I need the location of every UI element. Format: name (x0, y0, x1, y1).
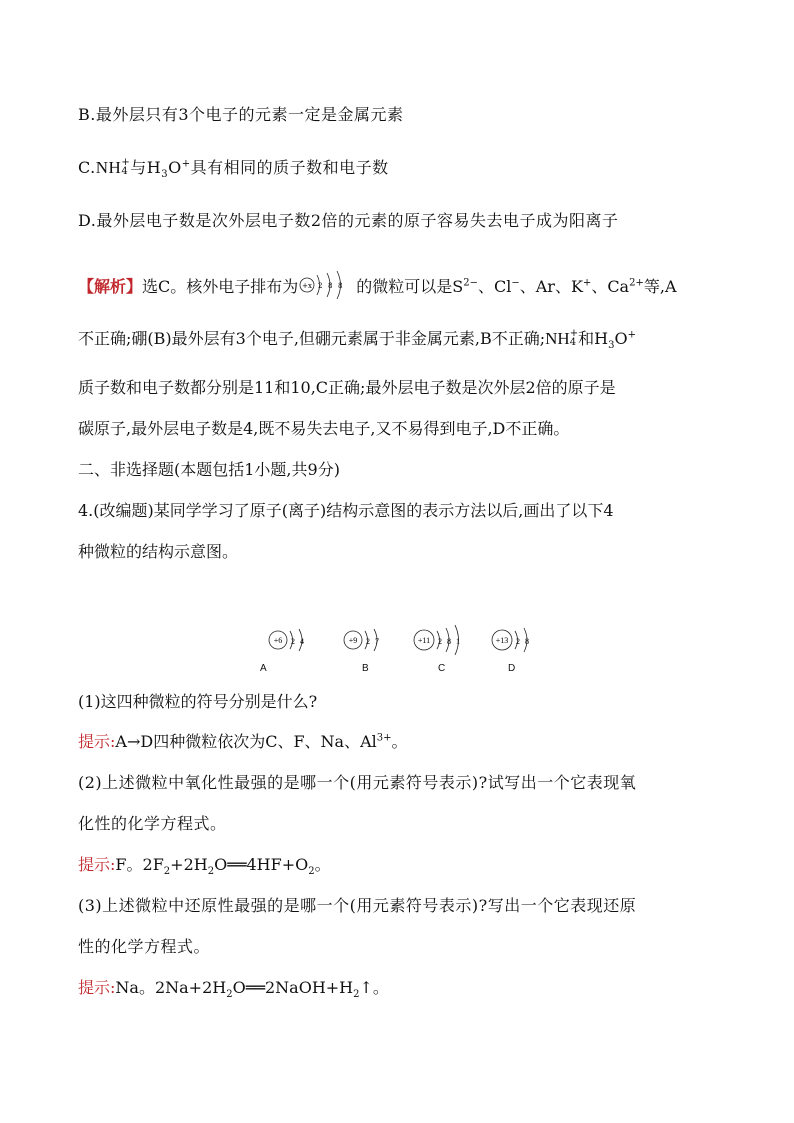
analysis-line-4: 碳原子,最外层电子数是4,既不易失去电子,又不易得到电子,D不正确。 (78, 419, 570, 438)
h3o-subscript: 3 (161, 169, 169, 181)
option-c-prefix: C. (78, 158, 96, 177)
analysis-text: 等,A (643, 277, 677, 296)
analysis-text: 、Ar、K (519, 277, 583, 296)
s-charge: 2− (463, 277, 478, 289)
equation-subscript: 2 (308, 866, 315, 878)
answer-3 (78, 977, 389, 999)
answer-1-end: 。 (391, 732, 408, 751)
cl-charge: − (511, 277, 520, 289)
question-2-line-1: (2)上述微粒中氧化性最强的是哪一个(用元素符号表示)?试写出一个它表现氧 (78, 773, 637, 792)
diagram-a-shell-2: 4 (300, 637, 304, 646)
analysis-line-3: 质子数和电子数都分别是11和10,C正确;最外层电子数是次外层2倍的原子是 (78, 378, 616, 397)
diagram-c-nucleus: +11 (417, 636, 431, 645)
option-d: D.最外层电子数是次外层电子数2倍的元素的原子容易失去电子成为阳离子 (78, 211, 619, 230)
option-c-suffix: 具有相同的质子数和电子数 (190, 158, 389, 177)
diagram-c-shell-2: 8 (447, 637, 451, 646)
diagram-c (414, 625, 460, 655)
equation-part: +2H (170, 855, 208, 874)
diagram-b-shell-2: 7 (375, 637, 379, 646)
nh4-formula: NH (95, 158, 122, 177)
h3o-o: O (168, 158, 182, 177)
al-charge: 3+ (376, 732, 392, 744)
h3o-charge: + (627, 329, 636, 341)
question-4-line-1: 4.(改编题)某同学学习了原子(离子)结构示意图的表示方法以后,画出了以下4 (78, 501, 614, 520)
analysis-tag: 【解析】 (78, 277, 143, 296)
ca-charge: 2+ (629, 277, 644, 289)
nh4-subscript: 4 (569, 336, 577, 348)
equation-subscript: 2 (226, 989, 233, 1001)
section-heading: 二、非选择题(本题包括1小题,共9分) (78, 460, 340, 479)
equals-sign: ══ (245, 978, 265, 997)
diagram-d-nucleus: +13 (495, 636, 509, 645)
nh4-charge: + (569, 327, 579, 339)
equation-end: ↑。 (359, 978, 389, 997)
equation-part: F。2F (115, 855, 164, 874)
inline-shell-1: 2 (318, 281, 323, 290)
analysis-text: 的微粒可以是S (356, 277, 464, 296)
structure-diagrams-svg (262, 620, 542, 660)
option-c (78, 157, 389, 179)
nh4-subscript: 4 (121, 165, 129, 177)
diagram-a (269, 629, 304, 651)
question-3-line-1: (3)上述微粒中还原性最强的是哪一个(用元素符号表示)?写出一个它表现还原 (78, 896, 637, 915)
inline-shell-3: 8 (338, 281, 343, 290)
equation-end: 。 (314, 855, 331, 874)
diagram-d-shell-1: 2 (516, 637, 520, 646)
hint-label: 提示: (78, 855, 116, 874)
analysis-text: 、Cl (477, 277, 512, 296)
nh4-charge: + (121, 156, 131, 168)
structure-diagrams (262, 620, 542, 680)
inline-electron-diagram (298, 277, 356, 299)
option-c-middle: 与 (130, 158, 147, 177)
diagram-b (344, 629, 379, 651)
diagram-b-shell-1: 2 (366, 637, 370, 646)
question-1: (1)这四种微粒的符号分别是什么? (78, 692, 318, 711)
option-b: B.最外层只有3个电子的元素一定是金属元素 (78, 105, 404, 124)
diagram-a-nucleus: +6 (273, 636, 283, 645)
analysis-text: 和H (578, 329, 609, 348)
equation-subscript: 2 (163, 866, 171, 878)
equation-subscript: 2 (207, 866, 215, 878)
equation-part: O (214, 855, 228, 874)
answer-1 (78, 731, 408, 753)
hint-label: 提示: (78, 978, 116, 997)
diagram-a-shell-1: 2 (291, 637, 295, 646)
equation-subscript: 2 (353, 989, 360, 1001)
diagram-b-letter: B (362, 663, 369, 674)
nh4-formula: NH (545, 329, 570, 348)
k-charge: + (582, 277, 592, 289)
diagram-c-shell-1: 2 (438, 637, 442, 646)
diagram-a-letter: A (260, 663, 267, 674)
h3o-charge: + (181, 158, 191, 170)
analysis-text: 、Ca (591, 277, 630, 296)
analysis-text: 不正确;硼(B)最外层有3个电子,但硼元素属于非金属元素,B不正确; (78, 329, 546, 348)
inline-shell-2: 8 (328, 281, 333, 290)
analysis-line-2 (78, 328, 636, 350)
equation-part: Na。2Na+2H (115, 978, 227, 997)
diagram-d (492, 628, 529, 652)
answer-1-text: A→D四种微粒依次为C、F、Na、Al (115, 732, 377, 751)
diagram-c-letter: C (438, 663, 446, 674)
equation-part: O (232, 978, 246, 997)
equation-part: 2NaOH+H (264, 978, 354, 997)
analysis-text: O (614, 329, 628, 348)
inline-nucleus-label: +x (302, 281, 313, 290)
hint-label: 提示: (78, 732, 116, 751)
diagram-b-nucleus: +9 (348, 636, 358, 645)
diagram-d-letter: D (508, 663, 516, 674)
analysis-text: 选C。核外电子排布为 (142, 277, 299, 296)
h3o-h: H (146, 158, 162, 177)
h3o-subscript: 3 (608, 340, 615, 352)
answer-2 (78, 854, 331, 876)
question-3-line-2: 性的化学方程式。 (78, 937, 211, 956)
analysis-line-1 (78, 276, 677, 299)
question-4-line-2: 种微粒的结构示意图。 (78, 542, 239, 561)
diagram-d-shell-2: 8 (525, 637, 529, 646)
question-2-line-2: 化性的化学方程式。 (78, 814, 227, 833)
diagram-c-shell-3: 1 (456, 637, 460, 646)
equation-part: 4HF+O (246, 855, 309, 874)
equals-sign: ══ (227, 855, 247, 874)
